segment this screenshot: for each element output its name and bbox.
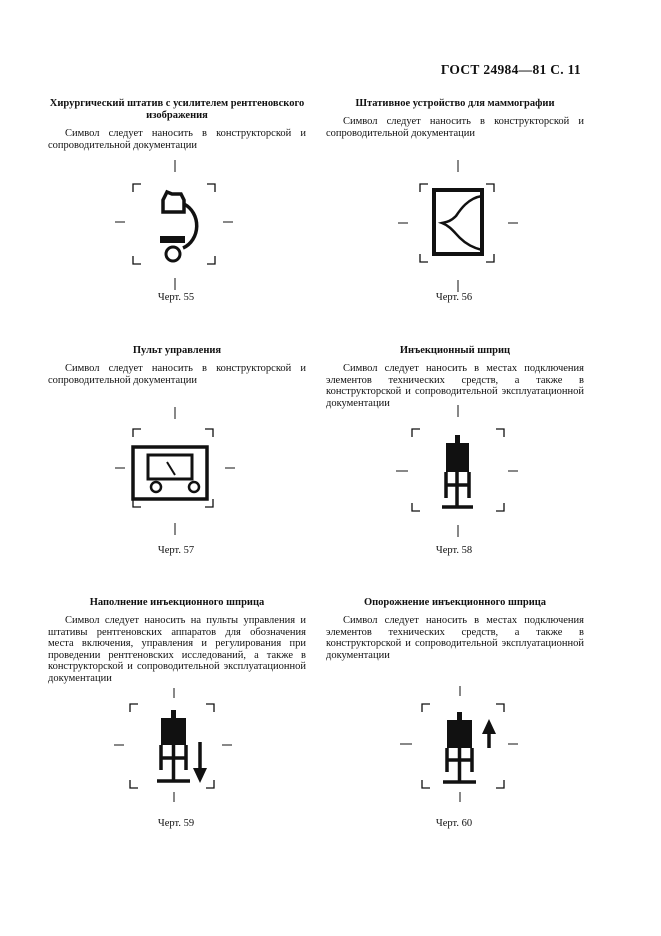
figure-caption: Черт. 58 [435, 545, 473, 556]
section-body: Символ следует наносить на пульты управления и штативы рентгеновских аппаратов для обозначения места включения, управления и регулирования при проведении рентгеновских исследований, а также в конструкторской и сопроводительной эксплуатационной документации [48, 615, 306, 684]
section-body: Символ следует наносить в конструкторской и сопроводительной документации [48, 363, 306, 386]
figure-caption: Черт. 57 [157, 545, 195, 556]
section-57 [48, 345, 306, 386]
section-body: Символ следует наносить в местах подключения элементов технических средств, а также в конструкторской и сопроводительной эксплуатационной документации [326, 363, 584, 409]
section-title: Штативное устройство для маммографии [355, 98, 555, 109]
section-title: Пульт управления [132, 345, 222, 356]
section-58 [326, 345, 584, 409]
figure-caption: Черт. 60 [435, 818, 473, 829]
syringe-fill-icon [114, 688, 238, 802]
section-title: Наполнение инъекционного шприца [89, 597, 265, 608]
figure-caption: Черт. 56 [435, 292, 473, 303]
surgical-stand-icon [115, 160, 235, 290]
section-59 [48, 597, 306, 685]
section-55 [48, 98, 306, 151]
section-60 [326, 597, 584, 661]
section-body: Символ следует наносить в конструкторской и сопроводительной документации [326, 116, 584, 139]
figure-caption: Черт. 59 [157, 818, 195, 829]
page-header: ГОСТ 24984—81 С. 11 [440, 62, 581, 77]
syringe-empty-icon [400, 686, 524, 804]
section-body: Символ следует наносить в конструкторской и сопроводительной документации [48, 128, 306, 151]
section-title: Хирургический штатив с усилителем рентгеновского изображения [49, 98, 305, 121]
control-panel-icon [115, 407, 235, 535]
figure-caption: Черт. 55 [157, 292, 195, 303]
section-title: Инъекционный шприц [399, 345, 511, 356]
section-title: Опорожнение инъекционного шприца [363, 597, 547, 608]
section-56 [326, 98, 584, 139]
section-body: Символ следует наносить в местах подключения элементов технических средств, а также в конструкторской и сопроводительной эксплуатационной документации [326, 615, 584, 661]
mammography-stand-icon [398, 160, 522, 292]
injection-syringe-icon [396, 405, 520, 537]
